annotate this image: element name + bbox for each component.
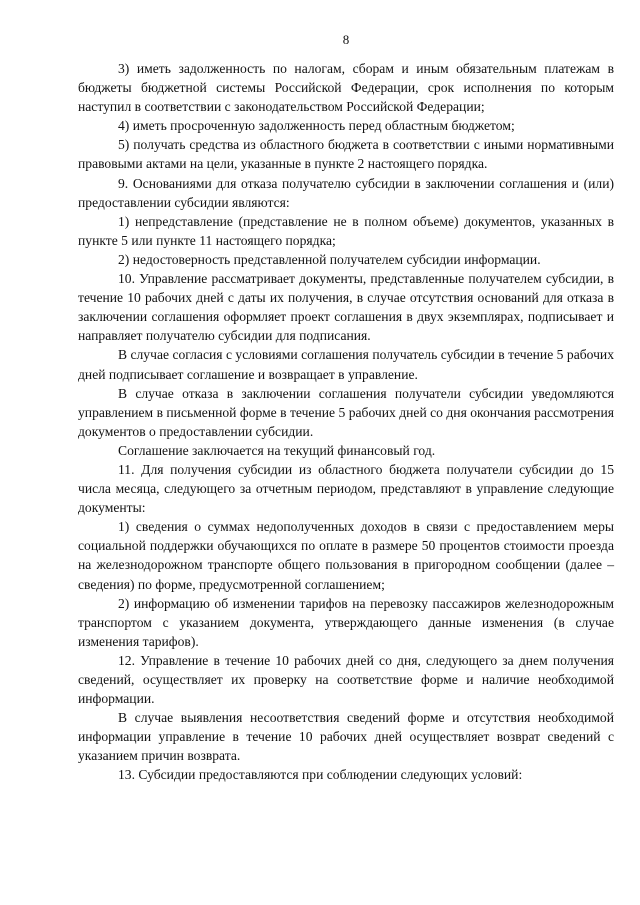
paragraph: 1) непредставление (представление не в полном объеме) документов, указанных в пункте 5 или пункте 11 настоящего порядка; xyxy=(78,213,614,248)
paragraph: В случае выявления несоответствия сведений форме и отсутствия необходимой информации управление в течение 10 рабочих дней осуществляет возврат сведений с указанием причин возврата. xyxy=(78,710,614,764)
document-page xyxy=(78,30,614,890)
paragraph: 10. Управление рассматривает документы, представленные получателем субсидии, в течение 10 рабочих дней с даты их получения, в случае отсутствия оснований для отказа в заключении соглашения оформляет проект соглашения в двух экземплярах, подписывает и направляет получателю субсидии для подписания. xyxy=(78,271,614,344)
paragraph: 12. Управление в течение 10 рабочих дней со дня, следующего за днем получения сведений, осуществляет их проверку на соответствие форме и наличие необходимой информации. xyxy=(78,652,614,707)
paragraph: 4) иметь просроченную задолженность перед областным бюджетом; xyxy=(118,118,515,134)
paragraph: В случае отказа в заключении соглашения получатели субсидии уведомляются управлением в письменной форме в течение 5 рабочих дней со дня окончания рассмотрения документов о предоставлении субсидии. xyxy=(78,385,614,439)
paragraph: 2) информацию об изменении тарифов на перевозку пассажиров железнодорожным транспортом с указанием документа, утверждающего данные изменения (в случае изменения тарифов). xyxy=(78,595,614,649)
page-number: 8 xyxy=(342,32,350,47)
paragraph: Соглашение заключается на текущий финансовый год. xyxy=(118,442,436,458)
paragraph: 11. Для получения субсидии из областного бюджета получатели субсидии до 15 числа месяца, следующего за отчетным периодом, представляют в управление следующие документы: xyxy=(78,461,614,516)
paragraph: 9. Основаниями для отказа получателю субсидии в заключении соглашения и (или) предоставлении субсидии являются: xyxy=(78,175,614,210)
paragraph: 2) недостоверность представленной получателем субсидии информации. xyxy=(118,251,541,267)
paragraph: 1) сведения о суммах недополученных доходов в связи с предоставлением меры социальной поддержки обучающихся по оплате в размере 50 процентов стоимости проезда на железнодорожном транспорте общего пользования в пригородном сообщении (далее – сведения) по форме, предусмотренной соглашением; xyxy=(78,519,614,592)
paragraph: В случае согласия с условиями соглашения получатель субсидии в течение 5 рабочих дней подписывает соглашение и возвращает в управление. xyxy=(78,347,614,382)
paragraph: 3) иметь задолженность по налогам, сборам и иным обязательным платежам в бюджеты бюджетной системы Российской Федерации, срок исполнения по которым наступил в соответствии с законодательством Российской Федерации; xyxy=(78,61,614,115)
paragraph: 13. Субсидии предоставляются при соблюдении следующих условий: xyxy=(118,767,523,783)
paragraph: 5) получать средства из областного бюджета в соответствии с иными нормативными правовыми актами на цели, указанные в пункте 2 настоящего порядка. xyxy=(78,137,614,172)
